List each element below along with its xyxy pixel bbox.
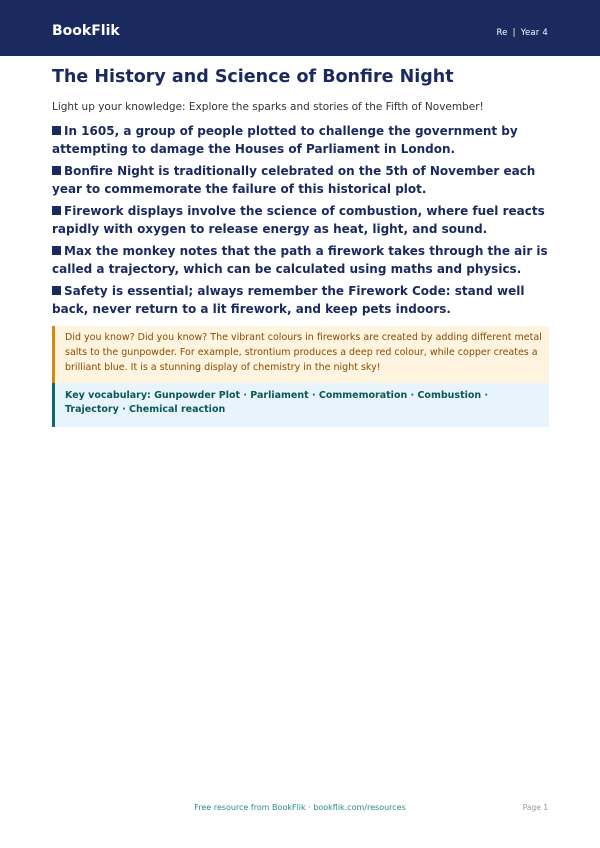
page-subtitle: Light up your knowledge: Explore the sparks and stories of the Fifth of November! <box>52 101 484 113</box>
square-bullet-icon <box>52 166 61 175</box>
page-number: Page 1 <box>522 803 548 812</box>
footer-resource-link[interactable]: Free resource from BookFlik · bookflik.com/resources <box>194 803 406 812</box>
list-item-text: Bonfire Night is traditionally celebrated on the 5th of November each year to commemorate the failure of this historical plot. <box>52 164 536 196</box>
square-bullet-icon <box>52 286 61 295</box>
list-item-text: Max the monkey notes that the path a firework takes through the air is called a trajectory, which can be calculated using maths and physics. <box>52 244 548 276</box>
list-item <box>52 202 552 238</box>
subject-label: Re <box>496 28 508 38</box>
list-item <box>52 282 552 318</box>
square-bullet-icon <box>52 246 61 255</box>
fact-list <box>52 122 552 322</box>
key-vocabulary-box: Key vocabulary: Gunpowder Plot · Parliament · Commemoration · Combustion · Trajectory · Chemical reaction <box>52 383 549 427</box>
header-meta <box>496 28 548 38</box>
list-item <box>52 122 552 158</box>
meta-separator: | <box>512 28 516 38</box>
list-item-text: Safety is essential; always remember the Firework Code: stand well back, never return to a lit firework, and keep pets indoors. <box>52 284 525 316</box>
callout-box <box>52 326 549 427</box>
page-title: The History and Science of Bonfire Night <box>52 67 454 87</box>
brand-logo[interactable]: BookFlik <box>52 23 120 39</box>
list-item <box>52 242 552 278</box>
list-item-text: Firework displays involve the science of combustion, where fuel reacts rapidly with oxygen to release energy as heat, light, and sound. <box>52 204 545 236</box>
list-item-text: In 1605, a group of people plotted to challenge the government by attempting to damage the Houses of Parliament in London. <box>52 124 518 156</box>
did-you-know-box: Did you know? Did you know? The vibrant colours in fireworks are created by adding different metal salts to the gunpowder. For example, strontium produces a deep red colour, while copper creates a brilliant blue. It is a stunning display of chemistry in the night sky! <box>52 326 549 383</box>
page-header <box>0 0 600 56</box>
square-bullet-icon <box>52 126 61 135</box>
year-label: Year 4 <box>520 28 548 38</box>
square-bullet-icon <box>52 206 61 215</box>
list-item <box>52 162 552 198</box>
